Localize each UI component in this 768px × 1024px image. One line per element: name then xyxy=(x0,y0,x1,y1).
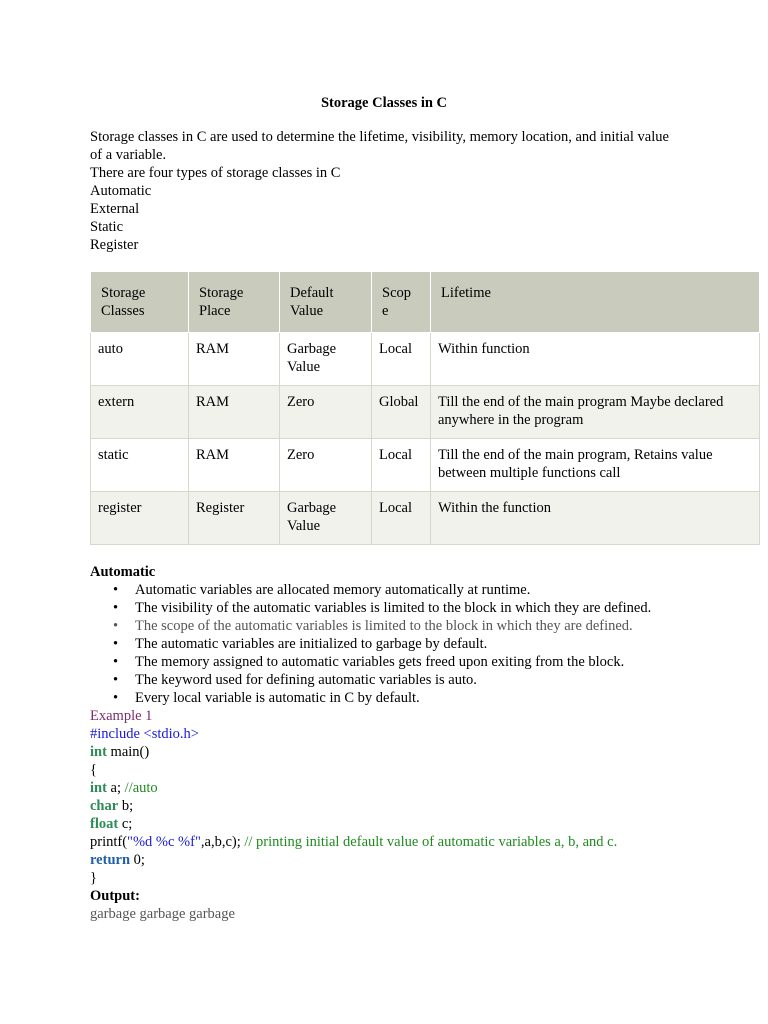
table-cell: auto xyxy=(91,333,189,386)
header-scope: Scop e xyxy=(372,272,431,333)
table-cell: extern xyxy=(91,386,189,439)
table-cell: Garbage Value xyxy=(280,333,372,386)
table-header-row xyxy=(91,272,760,333)
header-default-value: Default Value xyxy=(280,272,372,333)
table-cell: RAM xyxy=(189,386,280,439)
code-example xyxy=(90,707,758,923)
table-row xyxy=(91,386,760,439)
table-cell: Register xyxy=(189,492,280,545)
type-register: Register xyxy=(90,237,139,253)
document-page xyxy=(90,93,758,923)
table-cell: Zero xyxy=(280,386,372,439)
table-cell: Global xyxy=(372,386,431,439)
type-external: External xyxy=(90,201,140,217)
output-value: garbage garbage garbage xyxy=(90,906,235,922)
code-return-line: return 0; xyxy=(90,852,145,868)
list-item: • The automatic variables are initialized to garbage by default. xyxy=(135,635,758,653)
table-cell: Till the end of the main program, Retains value between multiple functions call xyxy=(431,439,760,492)
table-cell: Local xyxy=(372,439,431,492)
table-cell: register xyxy=(91,492,189,545)
table-cell: Zero xyxy=(280,439,372,492)
code-int-decl: int a; //auto xyxy=(90,780,158,796)
table-cell: static xyxy=(91,439,189,492)
code-brace-open: { xyxy=(90,762,97,778)
page-title: Storage Classes in C xyxy=(320,95,448,111)
type-static: Static xyxy=(90,219,124,235)
table-cell: Garbage Value xyxy=(280,492,372,545)
list-item: • The keyword used for defining automatic variables is auto. xyxy=(135,671,758,689)
output-label: Output: xyxy=(90,888,140,904)
type-automatic: Automatic xyxy=(90,183,152,199)
header-storage-place: Storage Place xyxy=(189,272,280,333)
code-include-line: #include <stdio.h> xyxy=(90,726,199,742)
automatic-heading: Automatic xyxy=(90,564,156,580)
storage-types-list xyxy=(90,182,758,254)
table-cell: Local xyxy=(372,333,431,386)
example-label: Example 1 xyxy=(90,708,153,724)
table-row xyxy=(91,439,760,492)
header-lifetime: Lifetime xyxy=(431,272,760,333)
intro-section xyxy=(90,128,670,182)
code-brace-close: } xyxy=(90,870,97,886)
header-storage-classes: Storage Classes xyxy=(91,272,189,333)
code-printf-line: printf("%d %c %f",a,b,c); // printing initial default value of automatic variables a, b, and c. xyxy=(90,834,618,850)
list-item: • The scope of the automatic variables is limited to the block in which they are defined. xyxy=(135,617,758,635)
table-cell: RAM xyxy=(189,333,280,386)
code-char-decl: char b; xyxy=(90,798,134,814)
list-item: • The visibility of the automatic variables is limited to the block in which they are defined. xyxy=(135,599,758,617)
list-item: • Every local variable is automatic in C by default. xyxy=(135,689,758,707)
table-cell: Within the function xyxy=(431,492,760,545)
intro-paragraph: Storage classes in C are used to determine the lifetime, visibility, memory location, and initial value of a variable. xyxy=(90,129,669,163)
table-cell: Within function xyxy=(431,333,760,386)
table-row xyxy=(91,333,760,386)
storage-classes-table xyxy=(90,271,760,545)
table-cell: Local xyxy=(372,492,431,545)
code-float-decl: float c; xyxy=(90,816,133,832)
list-item: • The memory assigned to automatic variables gets freed upon exiting from the block. xyxy=(135,653,758,671)
code-main-line: int main() xyxy=(90,744,150,760)
intro-types-sentence: There are four types of storage classes in C xyxy=(90,165,341,181)
table-cell: Till the end of the main program Maybe declared anywhere in the program xyxy=(431,386,760,439)
list-item: • Automatic variables are allocated memory automatically at runtime. xyxy=(135,581,758,599)
table-cell: RAM xyxy=(189,439,280,492)
automatic-bullet-list xyxy=(90,581,758,707)
table-row xyxy=(91,492,760,545)
